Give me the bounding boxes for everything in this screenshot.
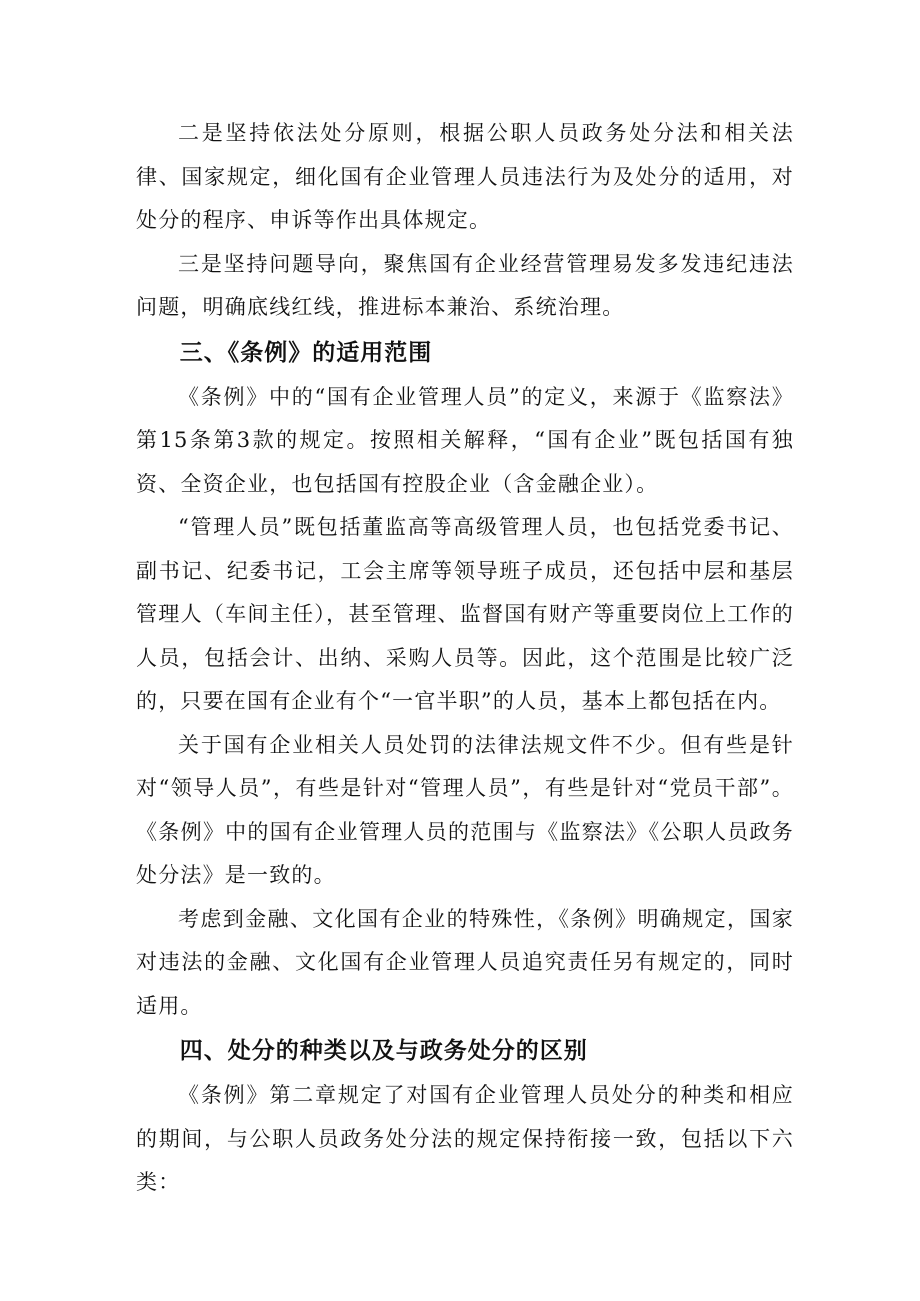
- paragraph: 三是坚持问题导向，聚焦国有企业经营管理易发多发违纪违法问题，明确底线红线，推进标本兼治、系统治理。: [136, 251, 794, 319]
- paragraph: 二是坚持依法处分原则，根据公职人员政务处分法和相关法律、国家规定，细化国有企业管理人员违法行为及处分的适用，对处分的程序、申诉等作出具体规定。: [136, 121, 794, 232]
- paragraph: 关于国有企业相关人员处罚的法律法规文件不少。但有些是针对“领导人员”，有些是针对“管理人员”，有些是针对“党员干部”。《条例》中的国有企业管理人员的范围与《监察法》《公职人员政务处分法》是一致的。: [136, 732, 794, 887]
- section-heading: 三、《条例》的适用范围: [179, 339, 433, 366]
- paragraph: 考虑到金融、文化国有企业的特殊性，《条例》明确规定，国家对违法的金融、文化国有企业管理人员追究责任另有规定的，同时适用。: [136, 906, 794, 1018]
- document-body: [136, 112, 794, 1205]
- paragraph: 《条例》中的“国有企业管理人员”的定义，来源于《监察法》第15条第3款的规定。按照相关解释，“国有企业”既包括国有独资、全资企业，也包括国有控股企业（含金融企业）。: [136, 384, 794, 496]
- section-heading: 四、处分的种类以及与政务处分的区别: [179, 1038, 588, 1064]
- paragraph: “管理人员”既包括董监高等高级管理人员，也包括党委书记、副书记、纪委书记，工会主席等领导班子成员，还包括中层和基层管理人（车间主任），甚至管理、监督国有财产等重要岗位上工作的人员，包括会计、出纳、采购人员等。因此，这个范围是比较广泛的，只要在国有企业有个“一官半职”的人员，基本上都包括在内。: [136, 515, 794, 713]
- paragraph: 《条例》第二章规定了对国有企业管理人员处分的种类和相应的期间，与公职人员政务处分法的规定保持衔接一致，包括以下六类：: [136, 1083, 794, 1194]
